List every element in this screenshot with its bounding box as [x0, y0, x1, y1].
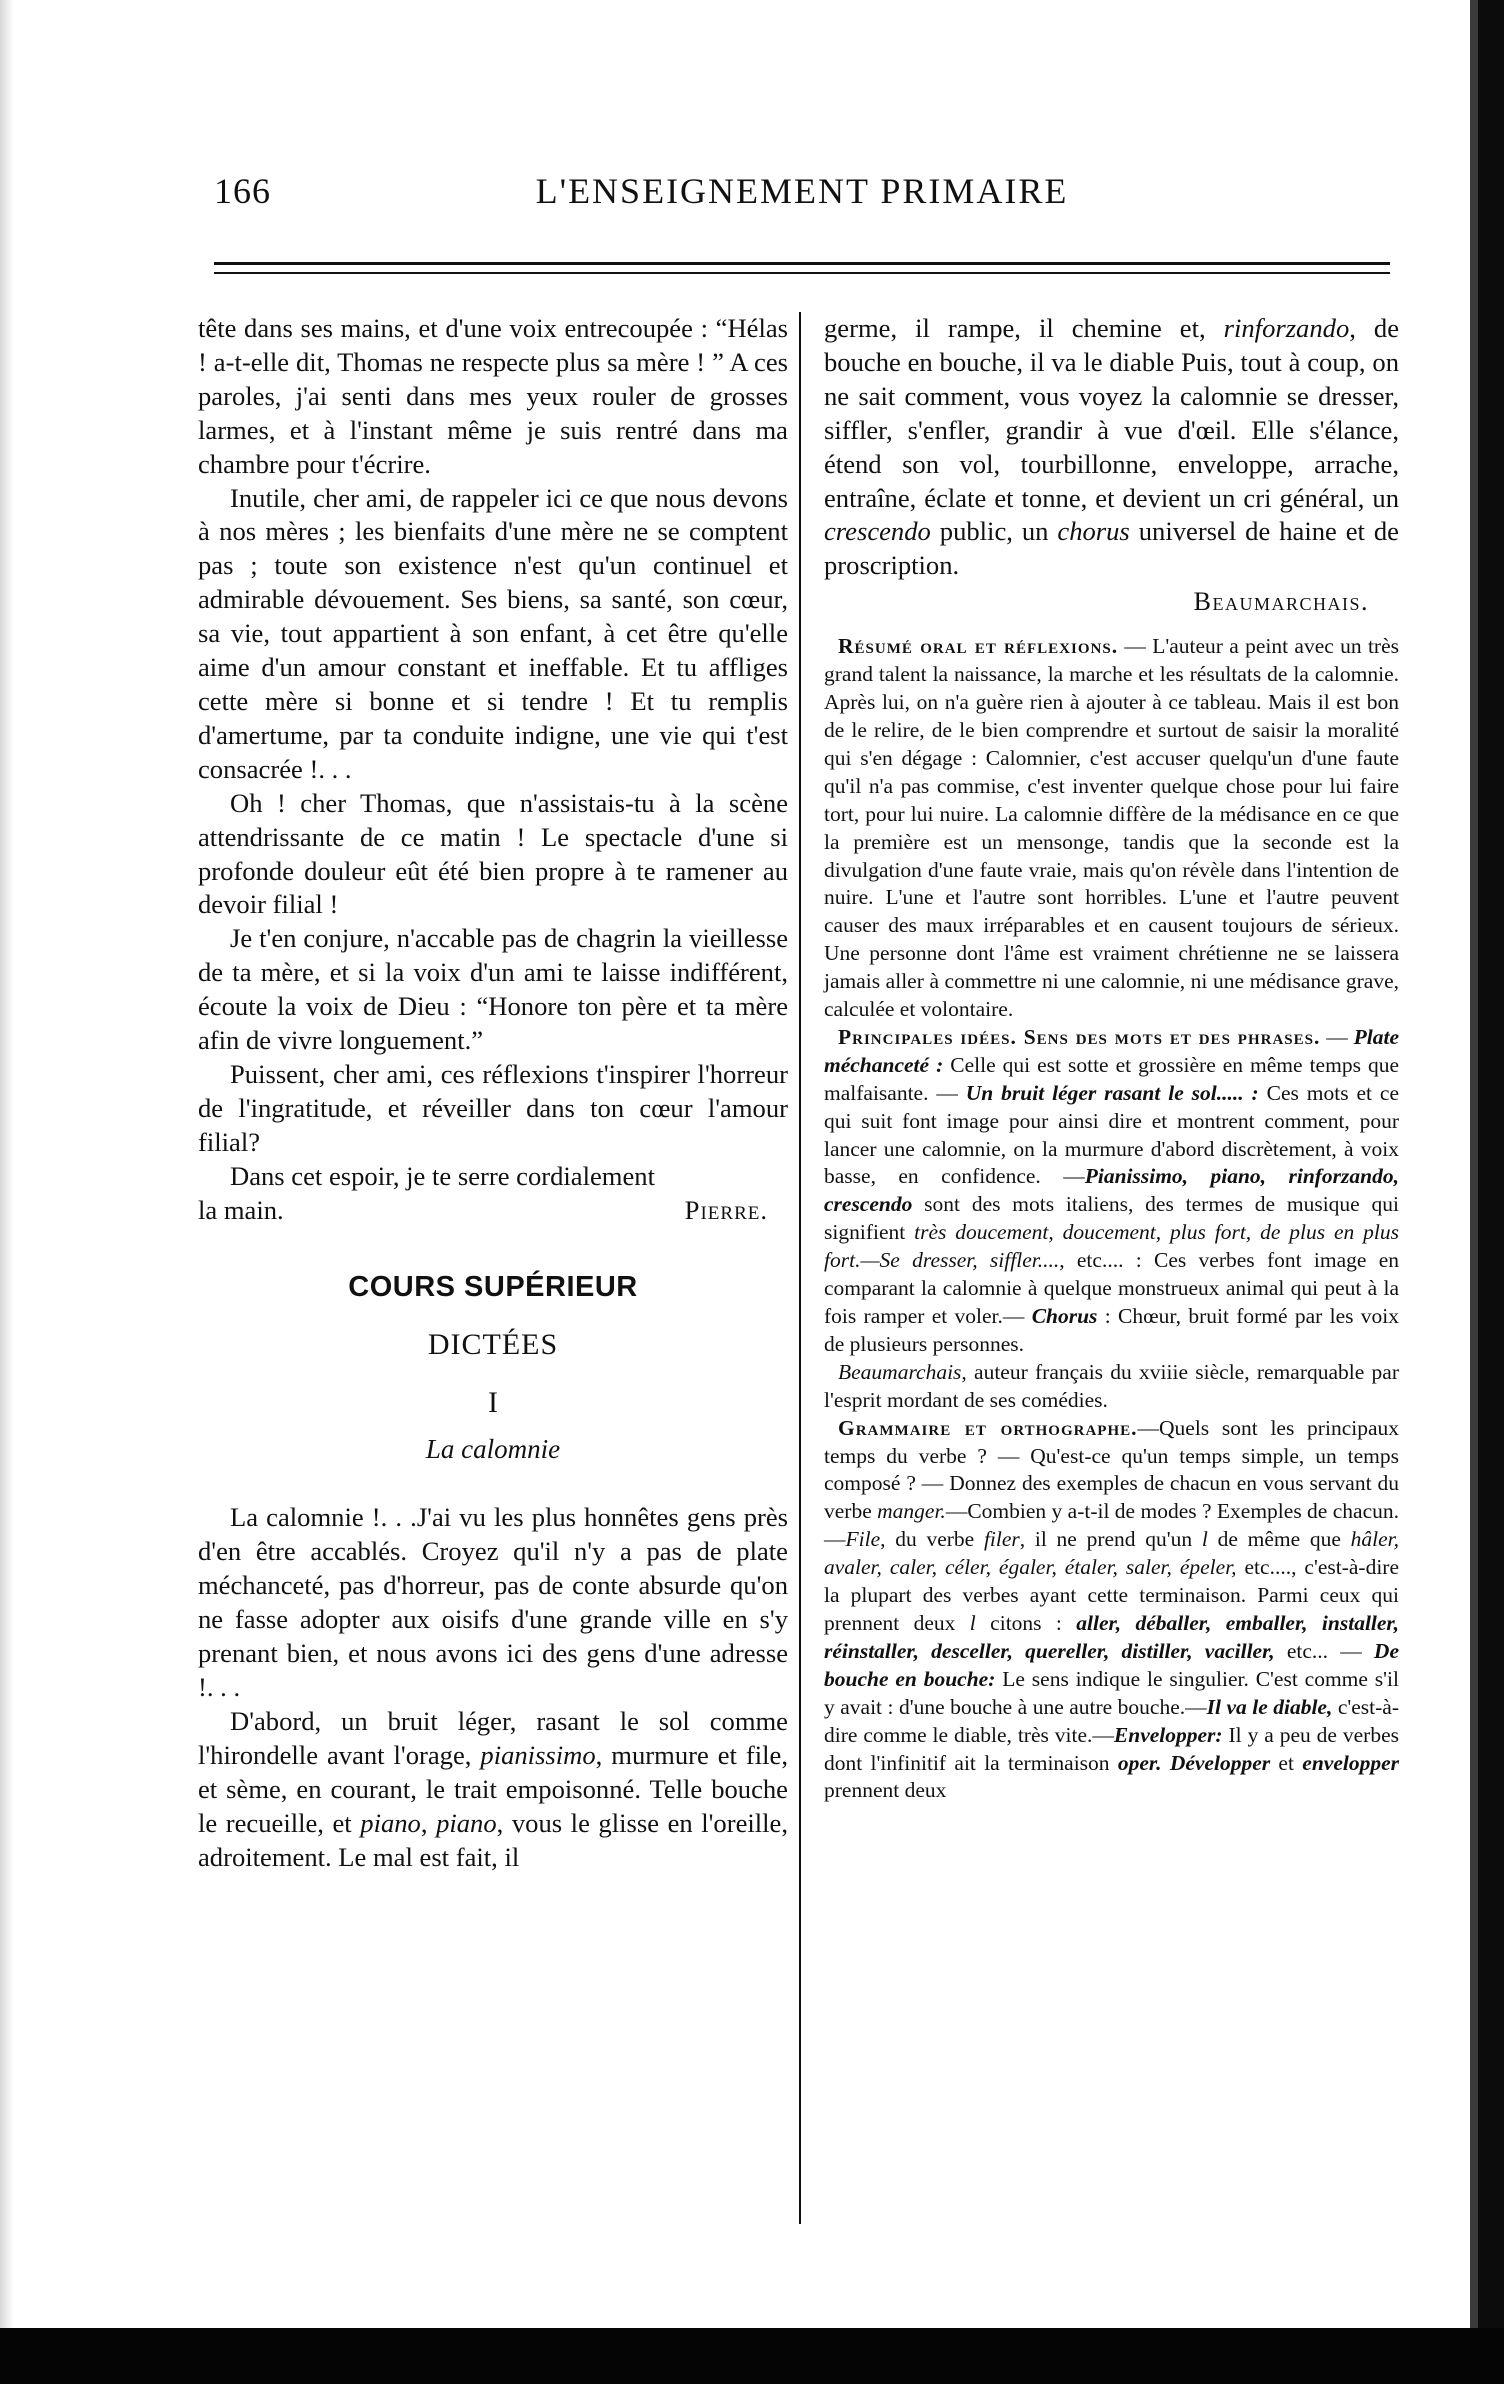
author-signature: Beaumarchais. [1193, 587, 1369, 617]
dictation-paragraph: La calomnie !. . .J'ai vu les plus honnêtes gens près d'en être accablés. Croyez qu'il n'y a pas de plate méchanceté, pas d'horreur, pas de conte absurde qu'on ne fasse adopter aux oisifs d'une grande ville en s'y prenant bien, et nous avons ici des gens d'une adresse !. . . [198, 1502, 788, 1702]
section-heading: COURS SUPÉRIEUR [348, 1271, 638, 1304]
header-rule-thin [214, 272, 1390, 274]
grammaire-paragraph: Grammaire et orthographe.—Quels sont les principaux temps du verbe ? — Qu'est-ce qu'un temps simple, un temps composé ? — Donnez des exemples de chacun en vous servant du verbe manger.—Combien y a-t-il de modes ? Exemples de chacun.—File, du verbe filer, il ne prend qu'un l de même que hâler, avaler, caler, céler, égaler, étaler, saler, épeler, etc...., c'est-à-dire la plupart des verbes ayant cette terminaison. Parmi ceux qui prennent deux l citons : aller, déballer, emballer, installer, réinstaller, desceller, quereller, distiller, vaciller, etc... — De bouche en bouche: Le sens indique le singulier. C'est comme s'il y avait : d'une bouche à une autre bouche.—Il va le diable, c'est-à-dire comme le diable, très vite.—Envelopper: Il y a peu de verbes dont l'infinitif ait la terminaison oper. Développer et envelopper prennent deux [824, 1415, 1400, 1803]
letter-paragraph: Je t'en conjure, n'accable pas de chagrin la vieillesse de ta mère, et si la voix d'un ami te laisse indifférent, écoute la voix de Dieu : “Honore ton père et ta mère afin de vivre longuement.” [198, 923, 788, 1056]
letter-signature: Pierre. [684, 1194, 768, 1225]
dictation-continuation: germe, il rampe, il chemine et, rinforzando, de bouche en bouche, il va le diable Puis, tout à coup, on ne sait comment, vous voyez la calomnie se dresser, siffler, s'enfler, grandir à vue d'œil. Elle s'élance, étend son vol, tourbillonne, enveloppe, arrache, entraîne, éclate et tonne, et devient un cri général, un crescendo public, un chorus universel de haine et de proscription. [824, 313, 1399, 581]
dictation-number: I [488, 1386, 498, 1420]
letter-closing: Dans cet espoir, je te serre cordialement [230, 1160, 655, 1191]
page-left-shadow [0, 0, 14, 2384]
letter-paragraph: tête dans ses mains, et d'une voix entrecoupée : “Hélas ! a-t-elle dit, Thomas ne respecte plus sa mère ! ” A ces paroles, j'ai senti dans mes yeux rouler de grosses larmes, et à l'instant même je suis rentré dans ma chambre pour t'écrire. [198, 313, 788, 479]
resume-paragraph: Résumé oral et réflexions. — L'auteur a peint avec un très grand talent la naissance, la marche et les résultats de la calomnie. Après lui, on n'a guère rien à ajouter à ce tableau. Mais il est bon de le relire, de le bien comprendre et surtout de saisir la moralité qui s'en dégage : Calomnier, c'est accuser quelqu'un d'une faute qu'il n'a pas commise, c'est inventer quelque chose pour lui faire tort, pour lui nuire. La calomnie diffère de la médisance en ce que la première est un mensonge, tandis que la seconde est la divulgation d'une faute vraie, mais qu'on révèle dans l'intention de nuire. L'une et l'autre sont horribles. L'une et l'autre peuvent causer des maux irréparables et en causent toujours de sérieux. Une personne dont l'âme est vraiment chrétienne ne se laissera jamais aller à commettre ni une calomnie, ni une médisance grave, calculée et volontaire. [824, 634, 1399, 1022]
page-bottom-edge [0, 2328, 1504, 2384]
letter-paragraph: Oh ! cher Thomas, que n'assistais-tu à la scène attendrissante de ce matin ! Le spectacle d'une si profonde douleur eût été bien propre à te ramener au devoir filial ! [198, 787, 788, 920]
letter-paragraph: Puissent, cher ami, ces réflexions t'inspirer l'horreur de l'ingratitude, et réveiller dans ton cœur l'amour filial? [198, 1058, 788, 1157]
running-title: L'ENSEIGNEMENT PRIMAIRE [535, 171, 1069, 211]
subsection-heading: DICTÉES [427, 1328, 559, 1362]
page-right-border [1470, 0, 1478, 2384]
letter-signature-line [198, 1194, 788, 1228]
dictation-title: La calomnie [425, 1434, 561, 1465]
page-right-edge [1478, 0, 1504, 2384]
closing-words: la main. [198, 1194, 284, 1225]
header-rule-thick [214, 262, 1390, 265]
letter-paragraph: Inutile, cher ami, de rappeler ici ce que nous devons à nos mères ; les bienfaits d'une mère ne se comptent pas ; toute son existence n'est qu'un continuel et admirable dévouement. Ses biens, sa santé, son cœur, sa vie, tout appartient à son enfant, à cet être qu'elle aime d'un amour constant et ineffable. Et tu affliges cette mère si bonne et si tendre ! Et tu remplis d'amertume, par ta conduite indigne, une vie qui t'est consacrée !. . . [198, 482, 788, 784]
right-column [824, 312, 1399, 2212]
page-header [214, 170, 1390, 220]
dictation-paragraph: D'abord, un bruit léger, rasant le sol comme l'hirondelle avant l'orage, pianissimo, murmure et file, et sème, en courant, le trait empoisonné. Telle bouche le recueille, et piano, piano, vous le glisse en l'oreille, adroitement. Le mal est fait, il [198, 1705, 789, 1872]
author-note: Beaumarchais, auteur français du xviiie siècle, remarquable par l'esprit mordant de ses comédies. [824, 1359, 1399, 1412]
principales-paragraph: Principales idées. Sens des mots et des phrases. — Plate méchanceté : Celle qui est sotte et grossière en même temps que malfaisante. — Un bruit léger rasant le sol..... : Ces mots et ce qui suit font image pour ainsi dire et montrent comment, pour lancer une calomnie, on la murmure d'abord discrètement, à voix basse, en confidence. —Pianissimo, piano, rinforzando, crescendo sont des mots italiens, des termes de musique qui signifient très doucement, doucement, plus fort, de plus en plus fort.—Se dresser, siffler...., etc.... : Ces verbes font image en comparant la calomnie à quelque monstrueux animal qui peut à la fois ramper et voler.— Chorus : Chœur, bruit formé par les voix de plusieurs personnes. [824, 1024, 1400, 1356]
page-number: 166 [214, 171, 271, 211]
left-column [198, 312, 788, 2212]
column-divider [799, 312, 801, 2224]
